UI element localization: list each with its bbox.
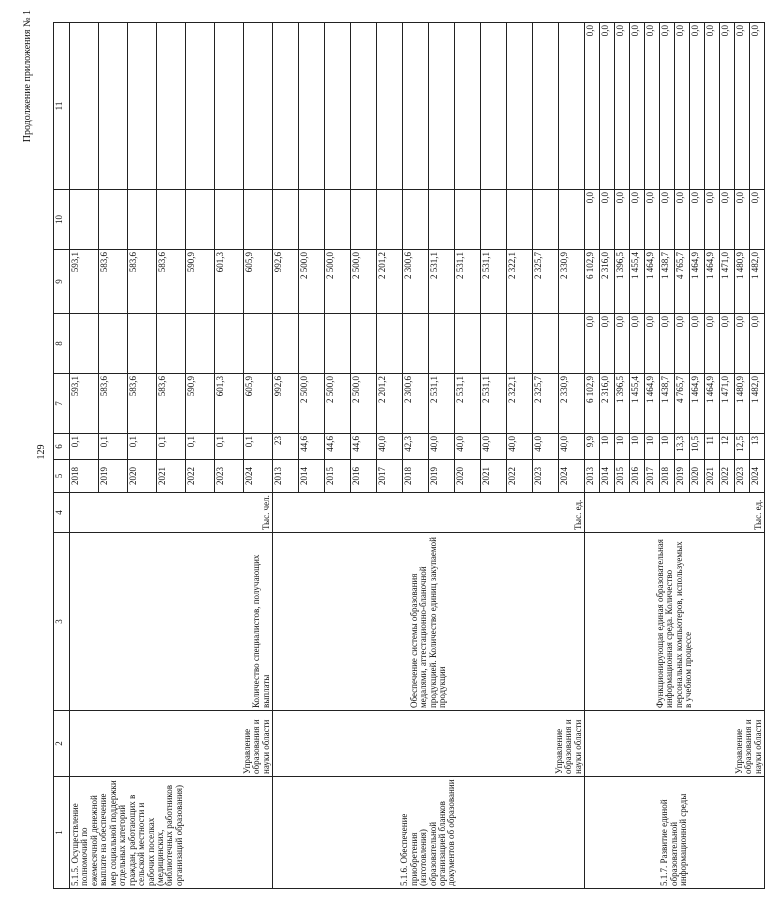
column-header: 2 (54, 711, 70, 777)
municipal-funding-cell (429, 190, 455, 250)
year-cell: 2023 (215, 460, 244, 493)
year-cell: 2020 (455, 460, 481, 493)
municipal-funding-cell (128, 190, 157, 250)
municipal-funding-cell (455, 190, 481, 250)
regional-funding-cell: 1 396,5 (615, 250, 630, 314)
federal-funding-cell (559, 314, 585, 374)
indicator-value-cell: 0,1 (186, 434, 215, 460)
municipal-funding-cell (244, 190, 273, 250)
federal-funding-cell: 0,0 (735, 314, 750, 374)
column-header: 4 (54, 493, 70, 533)
year-cell: 2022 (720, 460, 735, 493)
municipal-funding-cell (70, 190, 99, 250)
indicator-value-cell: 10 (660, 434, 675, 460)
indicator-cell: Количество специалистов, получающих выплаты (70, 533, 273, 711)
regional-funding-cell: 2 322,1 (507, 250, 533, 314)
other-funding-cell (559, 23, 585, 190)
regional-funding-cell: 583,6 (157, 250, 186, 314)
year-cell: 2015 (325, 460, 351, 493)
other-funding-cell: 0,0 (660, 23, 675, 190)
year-cell: 2017 (377, 460, 403, 493)
year-cell: 2024 (750, 460, 765, 493)
year-cell: 2014 (299, 460, 325, 493)
indicator-value-cell: 10,5 (690, 434, 705, 460)
municipal-funding-cell: 0,0 (600, 190, 615, 250)
unit-cell: Тыс. ед. (273, 493, 585, 533)
year-cell: 2016 (630, 460, 645, 493)
column-header: 7 (54, 374, 70, 434)
other-funding-cell (429, 23, 455, 190)
table-row (585, 23, 600, 889)
year-cell: 2017 (645, 460, 660, 493)
total-funding-cell: 583,6 (128, 374, 157, 434)
column-header: 6 (54, 434, 70, 460)
regional-funding-cell: 1 455,4 (630, 250, 645, 314)
federal-funding-cell: 0,0 (720, 314, 735, 374)
municipal-funding-cell (186, 190, 215, 250)
total-funding-cell: 2 300,6 (403, 374, 429, 434)
total-funding-cell: 1 438,7 (660, 374, 675, 434)
total-funding-cell: 4 765,7 (675, 374, 690, 434)
federal-funding-cell (186, 314, 215, 374)
total-funding-cell: 2 500,0 (325, 374, 351, 434)
indicator-value-cell: 44,6 (351, 434, 377, 460)
municipal-funding-cell (377, 190, 403, 250)
indicator-value-cell: 11 (705, 434, 720, 460)
total-funding-cell: 601,3 (215, 374, 244, 434)
municipal-funding-cell: 0,0 (690, 190, 705, 250)
year-cell: 2015 (615, 460, 630, 493)
measure-name-cell: 5.1.5. Осуществление полномочий по ежемесячной денежной выплате на обеспечение мер социальной поддержки отдельных категорий граждан, работающих в сельской местности и рабочих поселках (медицинских, библиотечных работников организаций образования) (70, 777, 273, 889)
federal-funding-cell (429, 314, 455, 374)
indicator-value-cell: 40,0 (507, 434, 533, 460)
total-funding-cell: 605,9 (244, 374, 273, 434)
year-cell: 2019 (99, 460, 128, 493)
measure-name-cell: 5.1.7. Развитие единой образовательной информационной среды (585, 777, 765, 889)
total-funding-cell: 2 316,0 (600, 374, 615, 434)
other-funding-cell (215, 23, 244, 190)
other-funding-cell (244, 23, 273, 190)
other-funding-cell: 0,0 (645, 23, 660, 190)
total-funding-cell: 1 396,5 (615, 374, 630, 434)
year-cell: 2023 (533, 460, 559, 493)
page-number: 129 (36, 444, 47, 460)
regional-funding-cell: 1 482,0 (750, 250, 765, 314)
federal-funding-cell: 0,0 (615, 314, 630, 374)
year-cell: 2013 (273, 460, 299, 493)
indicator-value-cell: 12,5 (735, 434, 750, 460)
federal-funding-cell (70, 314, 99, 374)
indicator-value-cell: 0,1 (157, 434, 186, 460)
federal-funding-cell: 0,0 (600, 314, 615, 374)
federal-funding-cell: 0,0 (750, 314, 765, 374)
regional-funding-cell: 593,1 (70, 250, 99, 314)
year-cell: 2023 (735, 460, 750, 493)
municipal-funding-cell: 0,0 (615, 190, 630, 250)
column-header: 9 (54, 250, 70, 314)
other-funding-cell (351, 23, 377, 190)
municipal-funding-cell (559, 190, 585, 250)
year-cell: 2022 (186, 460, 215, 493)
federal-funding-cell: 0,0 (675, 314, 690, 374)
column-header: 11 (54, 23, 70, 190)
indicator-cell: Обеспечение системы образования медалями, аттестационно-бланочной продукцией. Количество единиц закупаемой продукции (273, 533, 585, 711)
total-funding-cell: 1 480,9 (735, 374, 750, 434)
federal-funding-cell (507, 314, 533, 374)
municipal-funding-cell (403, 190, 429, 250)
year-cell: 2016 (351, 460, 377, 493)
regional-funding-cell: 601,3 (215, 250, 244, 314)
municipal-funding-cell: 0,0 (675, 190, 690, 250)
federal-funding-cell (325, 314, 351, 374)
total-funding-cell: 593,1 (70, 374, 99, 434)
regional-funding-cell: 992,6 (273, 250, 299, 314)
indicator-value-cell: 10 (600, 434, 615, 460)
total-funding-cell: 1 455,4 (630, 374, 645, 434)
indicator-value-cell: 40,0 (559, 434, 585, 460)
regional-funding-cell: 2 500,0 (351, 250, 377, 314)
year-cell: 2021 (481, 460, 507, 493)
other-funding-cell (377, 23, 403, 190)
regional-funding-cell: 2 531,1 (429, 250, 455, 314)
table-row (273, 23, 299, 889)
other-funding-cell: 0,0 (585, 23, 600, 190)
regional-funding-cell: 2 201,2 (377, 250, 403, 314)
municipal-funding-cell: 0,0 (750, 190, 765, 250)
municipal-funding-cell (215, 190, 244, 250)
municipal-funding-cell (99, 190, 128, 250)
regional-funding-cell: 2 325,7 (533, 250, 559, 314)
total-funding-cell: 2 500,0 (351, 374, 377, 434)
other-funding-cell (186, 23, 215, 190)
year-cell: 2024 (244, 460, 273, 493)
column-number-row (54, 23, 70, 889)
other-funding-cell: 0,0 (720, 23, 735, 190)
year-cell: 2019 (675, 460, 690, 493)
total-funding-cell: 2 531,1 (481, 374, 507, 434)
indicator-value-cell: 12 (720, 434, 735, 460)
other-funding-cell: 0,0 (675, 23, 690, 190)
regional-funding-cell: 4 765,7 (675, 250, 690, 314)
municipal-funding-cell (273, 190, 299, 250)
indicator-value-cell: 0,1 (99, 434, 128, 460)
regional-funding-cell: 583,6 (128, 250, 157, 314)
federal-funding-cell (215, 314, 244, 374)
federal-funding-cell (273, 314, 299, 374)
indicator-value-cell: 10 (630, 434, 645, 460)
indicator-value-cell: 23 (273, 434, 299, 460)
indicator-value-cell: 10 (615, 434, 630, 460)
other-funding-cell (455, 23, 481, 190)
total-funding-cell: 583,6 (157, 374, 186, 434)
municipal-funding-cell (351, 190, 377, 250)
indicator-value-cell: 0,1 (70, 434, 99, 460)
municipal-funding-cell (507, 190, 533, 250)
federal-funding-cell: 0,0 (660, 314, 675, 374)
measure-name-cell: 5.1.6. Обеспечение приобретения (изготовления) образовательной организацией бланков документов об образовании (273, 777, 585, 889)
other-funding-cell (99, 23, 128, 190)
indicator-value-cell: 13 (750, 434, 765, 460)
other-funding-cell: 0,0 (600, 23, 615, 190)
table-body (54, 23, 765, 889)
total-funding-cell: 2 531,1 (429, 374, 455, 434)
year-cell: 2022 (507, 460, 533, 493)
regional-funding-cell: 590,9 (186, 250, 215, 314)
municipal-funding-cell (481, 190, 507, 250)
municipal-funding-cell: 0,0 (735, 190, 750, 250)
total-funding-cell: 1 471,0 (720, 374, 735, 434)
year-cell: 2021 (157, 460, 186, 493)
federal-funding-cell (128, 314, 157, 374)
total-funding-cell: 2 500,0 (299, 374, 325, 434)
column-header: 10 (54, 190, 70, 250)
year-cell: 2013 (585, 460, 600, 493)
indicator-value-cell: 10 (645, 434, 660, 460)
federal-funding-cell (481, 314, 507, 374)
table-row (70, 23, 99, 889)
regional-funding-cell: 605,9 (244, 250, 273, 314)
federal-funding-cell: 0,0 (585, 314, 600, 374)
other-funding-cell: 0,0 (705, 23, 720, 190)
federal-funding-cell: 0,0 (645, 314, 660, 374)
appendix-note: Продолжение приложения № 1 (22, 10, 33, 143)
year-cell: 2019 (429, 460, 455, 493)
total-funding-cell: 1 464,9 (690, 374, 705, 434)
agency-cell: Управление образования и науки области (585, 711, 765, 777)
other-funding-cell (273, 23, 299, 190)
federal-funding-cell: 0,0 (630, 314, 645, 374)
unit-cell: Тыс. чел. (70, 493, 273, 533)
regional-funding-cell: 1 464,9 (690, 250, 705, 314)
municipal-funding-cell: 0,0 (660, 190, 675, 250)
year-cell: 2018 (403, 460, 429, 493)
indicator-value-cell: 44,6 (299, 434, 325, 460)
federal-funding-cell (99, 314, 128, 374)
regional-funding-cell: 2 500,0 (325, 250, 351, 314)
other-funding-cell (533, 23, 559, 190)
year-cell: 2014 (600, 460, 615, 493)
regional-funding-cell: 2 330,9 (559, 250, 585, 314)
column-header: 5 (54, 460, 70, 493)
municipal-funding-cell: 0,0 (720, 190, 735, 250)
other-funding-cell (403, 23, 429, 190)
year-cell: 2020 (690, 460, 705, 493)
regional-funding-cell: 1 464,9 (705, 250, 720, 314)
indicator-value-cell: 0,1 (215, 434, 244, 460)
other-funding-cell (481, 23, 507, 190)
agency-cell: Управление образования и науки области (273, 711, 585, 777)
total-funding-cell: 1 464,9 (705, 374, 720, 434)
indicator-value-cell: 42,3 (403, 434, 429, 460)
indicator-cell: Функционирующая единая образовательная информационная среда. Количество персональных компьютеров, используемых в учебном процессе (585, 533, 765, 711)
indicator-value-cell: 40,0 (455, 434, 481, 460)
indicator-value-cell: 40,0 (429, 434, 455, 460)
total-funding-cell: 992,6 (273, 374, 299, 434)
total-funding-cell: 583,6 (99, 374, 128, 434)
indicator-value-cell: 0,1 (244, 434, 273, 460)
other-funding-cell (299, 23, 325, 190)
regional-funding-cell: 2 531,1 (481, 250, 507, 314)
federal-funding-cell (351, 314, 377, 374)
column-header: 1 (54, 777, 70, 889)
regional-funding-cell: 2 500,0 (299, 250, 325, 314)
other-funding-cell: 0,0 (615, 23, 630, 190)
indicator-value-cell: 44,6 (325, 434, 351, 460)
total-funding-cell: 2 330,9 (559, 374, 585, 434)
regional-funding-cell: 1 471,0 (720, 250, 735, 314)
municipal-funding-cell: 0,0 (585, 190, 600, 250)
regional-funding-cell: 2 531,1 (455, 250, 481, 314)
unit-cell: Тыс. ед. (585, 493, 765, 533)
other-funding-cell: 0,0 (690, 23, 705, 190)
other-funding-cell (325, 23, 351, 190)
other-funding-cell: 0,0 (630, 23, 645, 190)
federal-funding-cell (244, 314, 273, 374)
agency-cell: Управление образования и науки области (70, 711, 273, 777)
year-cell: 2021 (705, 460, 720, 493)
federal-funding-cell (533, 314, 559, 374)
other-funding-cell (157, 23, 186, 190)
municipal-funding-cell (325, 190, 351, 250)
year-cell: 2018 (70, 460, 99, 493)
column-header: 3 (54, 533, 70, 711)
municipal-funding-cell (533, 190, 559, 250)
other-funding-cell (70, 23, 99, 190)
total-funding-cell: 2 322,1 (507, 374, 533, 434)
federal-funding-cell (377, 314, 403, 374)
federal-funding-cell (299, 314, 325, 374)
indicator-value-cell: 40,0 (481, 434, 507, 460)
total-funding-cell: 2 201,2 (377, 374, 403, 434)
other-funding-cell (507, 23, 533, 190)
other-funding-cell: 0,0 (750, 23, 765, 190)
year-cell: 2024 (559, 460, 585, 493)
total-funding-cell: 1 482,0 (750, 374, 765, 434)
indicator-value-cell: 13,3 (675, 434, 690, 460)
regional-funding-cell: 1 480,9 (735, 250, 750, 314)
federal-funding-cell: 0,0 (705, 314, 720, 374)
regional-funding-cell: 583,6 (99, 250, 128, 314)
total-funding-cell: 2 325,7 (533, 374, 559, 434)
total-funding-cell: 1 464,9 (645, 374, 660, 434)
federal-funding-cell (403, 314, 429, 374)
year-cell: 2020 (128, 460, 157, 493)
total-funding-cell: 2 531,1 (455, 374, 481, 434)
municipal-funding-cell: 0,0 (630, 190, 645, 250)
indicator-value-cell: 0,1 (128, 434, 157, 460)
federal-funding-cell (455, 314, 481, 374)
year-cell: 2018 (660, 460, 675, 493)
regional-funding-cell: 1 464,9 (645, 250, 660, 314)
regional-funding-cell: 1 438,7 (660, 250, 675, 314)
federal-funding-cell: 0,0 (690, 314, 705, 374)
municipal-funding-cell (157, 190, 186, 250)
program-table (53, 22, 765, 889)
total-funding-cell: 590,9 (186, 374, 215, 434)
indicator-value-cell: 40,0 (533, 434, 559, 460)
federal-funding-cell (157, 314, 186, 374)
regional-funding-cell: 6 102,9 (585, 250, 600, 314)
municipal-funding-cell: 0,0 (645, 190, 660, 250)
indicator-value-cell: 40,0 (377, 434, 403, 460)
regional-funding-cell: 2 300,6 (403, 250, 429, 314)
municipal-funding-cell: 0,0 (705, 190, 720, 250)
regional-funding-cell: 2 316,0 (600, 250, 615, 314)
indicator-value-cell: 9,9 (585, 434, 600, 460)
column-header: 8 (54, 314, 70, 374)
other-funding-cell (128, 23, 157, 190)
other-funding-cell: 0,0 (735, 23, 750, 190)
total-funding-cell: 6 102,9 (585, 374, 600, 434)
municipal-funding-cell (299, 190, 325, 250)
